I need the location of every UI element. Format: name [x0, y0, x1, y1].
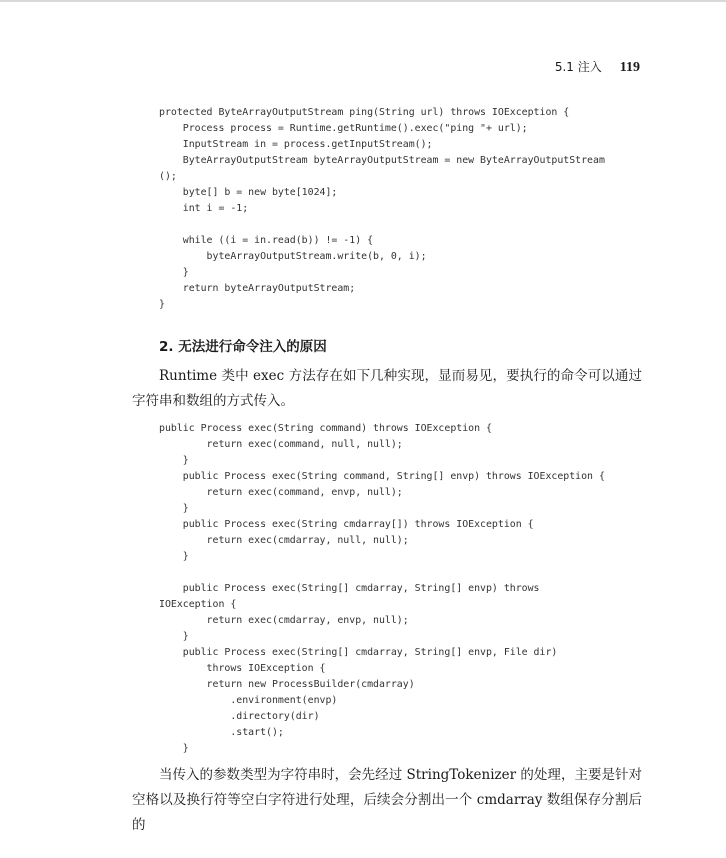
- top-border: [0, 0, 726, 2]
- section-title: 5.1 注入: [554, 60, 602, 74]
- code-block-exec-overloads: public Process exec(String command) throws IOException { return exec(command, null, null); } public Process exec(String command, String[] envp) throws IOException { return exec(command, envp, null); } public Process exec(String cmdarray[]) throws IOException { return exec(cmdarray, null, null); } public Process exec(String[] cmdarray, String[] envp) throws IOException { return exec(cmdarray, envp, null); } public Process exec(String[] cmdarray, String[] envp, File dir) throws IOException { return new ProcessBuilder(cmdarray) .environment(envp) .directory(dir) .start(); }: [159, 423, 605, 754]
- code-block-ping: protected ByteArrayOutputStream ping(String url) throws IOException { Process process = Runtime.getRuntime().exec("ping "+ url); InputStream in = process.getInputStream(); ByteArrayOutputStream byteArrayOutputStream = new ByteArrayOutputStream (); byte[] b = new byte[1024]; int i = -1; while ((i = in.read(b)) != -1) { byteArrayOutputStream.write(b, 0, i); } return byteArrayOutputStream; }: [159, 107, 605, 310]
- page-number: 119: [619, 60, 640, 75]
- paragraph-exec-intro: Runtime 类中 exec 方法存在如下几种实现，显而易见，要执行的命令可以通过字符串和数组的方式传入。: [132, 368, 642, 409]
- section-heading: 2. 无法进行命令注入的原因: [159, 339, 327, 355]
- page-header: [555, 58, 640, 76]
- paragraph-stringtokenizer: 当传入的参数类型为字符串时，会先经过 StringTokenizer 的处理，主要是针对空格以及换行符等空白字符进行处理，后续会分割出一个 cmdarray 数组保存分割后的: [132, 767, 642, 833]
